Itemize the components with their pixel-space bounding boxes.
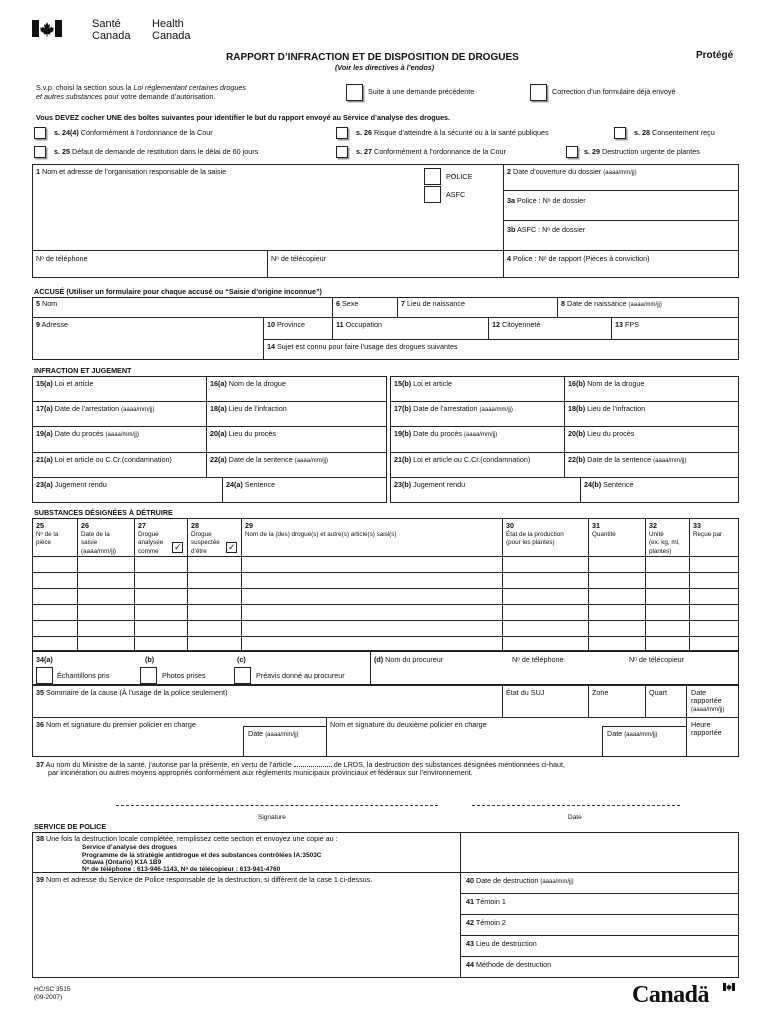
s29-label: s. 29 Destruction urgente de plantes [584,147,700,156]
header-canada-en: Canada [152,30,191,42]
field-7-label: 7 Lieu de naissance [401,299,465,308]
correction-label: Correction d’un formulaire déjà envoyé [552,87,676,96]
prosecutor-fax-label: Nᵒ de télécopieur [629,655,685,664]
field-21a-label: 21(a) Loi et article ou C.Cr.(condamnation) [36,455,172,464]
second-officer-label: Nom et signature du deuxième policier en charge [330,720,487,729]
zone-label: Zone [592,688,609,697]
field-24b-label: 24(b) Sentence [584,480,634,489]
date-label: Date [568,814,582,821]
fax-label: Nᵒ de télécopieur [271,254,327,263]
wordmark-flag-icon [723,983,735,991]
header-canada-fr: Canada [92,30,131,42]
s24-4-checkbox[interactable] [34,127,46,139]
signature-label: Signature [258,814,286,821]
photos-checkbox[interactable] [140,667,157,684]
field-41-label: 41 Témoin 1 [466,897,506,906]
article-input[interactable] [294,760,332,767]
heure-rapportee-label: Heure rapportée [691,720,722,737]
protected-label: Protégé [696,50,734,61]
field-13-label: 13 FPS [615,320,639,329]
date-second-officer-label: Date (aaaa/mm/jj) [607,729,658,738]
field-21b-label: 21(b) Loi et article ou C.Cr.(condamnation) [394,455,531,464]
photos-label: Photos prises [162,671,206,680]
col-30-header: 30 État de la production (pour les plantes) [506,521,564,547]
field-2-label: 2 Date d’ouverture du dossier (aaaa/mm/jj) [507,167,637,176]
field-23a-label: 23(a) Jugement rendu [36,480,107,489]
asfc-label: ASFC [446,190,466,199]
suite-label: Suite à une demande précédente [368,87,475,96]
header-sante: Santé [92,18,121,30]
field-37-line2: par incinération ou autres moyens appropriés conformément aux règlements municipaux provinciaux et fédéraux sur l’environnement. [48,768,473,777]
intro-line1: S.v.p. choisi la section sous la Loi réglementant certaines drogues [36,83,247,92]
col-27-checkbox[interactable]: ✓ [174,542,182,552]
field-23b-label: 23(b) Jugement rendu [394,480,466,489]
field-38-label: 38 Une fois la destruction locale complétée, remplissez cette section et envoyez une copie au : [36,834,338,843]
echantillons-label: Échantillons pris [57,671,110,680]
field-18a-label: 18(a) Lieu de l’infraction [210,404,287,413]
field-9-label: 9 Adresse [36,320,68,329]
intro-line2: et autres substances pour votre demande d’autorisation. [36,92,216,101]
col-28-checkbox[interactable]: ✓ [228,542,236,552]
field-17b-label: 17(b) Date de l’arrestation (aaaa/mm/jj) [394,404,513,413]
field-35-label: 35 Sommaire de la cause (À l’usage de la police seulement) [36,688,228,697]
s27-label: s. 27 Conformément à l’ordonnance de la Cour [356,147,506,156]
s25-checkbox[interactable] [34,146,46,158]
field-24a-label: 24(a) Sentence [226,480,276,489]
col-33-header: 33 Reçue par [693,521,723,538]
telephone-label: Nᵒ de téléphone [36,254,88,263]
echantillons-checkbox[interactable] [36,667,53,684]
field-22a-label: 22(a) Date de la sentence (aaaa/mm/jj) [210,455,329,464]
field-15a-label: 15(a) Loi et article [36,379,94,388]
field-34d-label: (d) Nom du procureur [374,655,444,664]
date-first-officer-label: Date (aaaa/mm/jj) [248,729,299,738]
field-34a-label: 34(a) [36,655,53,664]
field-16a-label: 16(a) Nom de la drogue [210,379,286,388]
field-44-label: 44 Méthode de destruction [466,960,552,969]
field-20b-label: 20(b) Lieu du procès [568,429,635,438]
address-line2: Programme de la stratégie antidrogue et des substances contrôlées IA:3503C [82,852,322,859]
accused-heading: ACCUSÉ (Utiliser un formulaire pour chaque accusé ou “Saisie d’origine inconnue”) [34,287,322,296]
preavis-label: Préavis donné au procureur [256,671,345,680]
page-title: RAPPORT D’INFRACTION ET DE DISPOSITION DE DROGUES [226,52,519,63]
col-28-header: 28 Drogue suspectée d’être [191,521,220,555]
field-37-line1: 37 Au nom du Ministre de la santé, j’autorise par la présente, en vertu de l’article de LRDS, la destruction des substances désignées mentionnées ci-haut, [36,760,566,769]
s25-label: s. 25 Défaut de demande de restitution dans le délai de 60 jours [54,147,259,156]
police-checkbox[interactable] [424,168,441,185]
field-16b-label: 16(b) Nom de la drogue [568,379,645,388]
field-19b-label: 19(b) Date du procès (aaaa/mm/jj) [394,429,498,438]
page-subtitle: (Voir les directives à l’endos) [335,63,435,72]
form-date: (09-2007) [34,994,63,1001]
date-rapportee-label: Date rapportée (aaaa/mm/jj) [691,688,725,713]
field-1-label: 1 Nom et adresse de l’organisation responsable de la saisie [36,167,227,176]
police-label: POLICE [446,172,473,181]
field-10-label: 10 Province [267,320,305,329]
preavis-checkbox[interactable] [234,667,251,684]
field-40-label: 40 Date de destruction (aaaa/mm/jj) [466,876,574,885]
col-29-header: 29 Nom de la (des) drogue(s) et autre(s) article(s) saisi(s) [245,521,397,538]
s26-checkbox[interactable] [336,127,348,139]
field-19a-label: 19(a) Date du procès (aaaa/mm/jj) [36,429,139,438]
field-22b-label: 22(b) Date de la sentence (aaaa/mm/jj) [568,455,687,464]
asfc-checkbox[interactable] [424,186,441,203]
field-42-label: 42 Témoin 2 [466,918,506,927]
col-25-header: 25 Nᵒ de la pièce [36,521,59,547]
col-31-header: 31 Quantité [592,521,616,538]
signature-line[interactable] [116,805,438,806]
infraction-heading: INFRACTION ET JUGEMENT [34,366,132,375]
field-5-label: 5 Nom [36,299,58,308]
address-line4: Nᵒ de téléphone : 613-946-1143, Nᵒ de télécopieur : 613-941-4760 [82,866,281,873]
s27-checkbox[interactable] [336,146,348,158]
address-line3: Ottawa (Ontario) K1A 1B9 [82,859,162,866]
field-12-label: 12 Citoyenneté [492,320,541,329]
field-3b-label: 3b ASFC : Nᵒ de dossier [507,225,586,234]
col-26-header: 26 Date de la saisie (aaaa/mm/jj) [81,521,116,555]
field-34b-label: (b) [145,655,155,664]
correction-checkbox[interactable] [530,84,547,101]
police-service-heading: SERVICE DE POLICE [34,822,107,831]
field-6-label: 6 Sexe [336,299,359,308]
field-17a-label: 17(a) Date de l’arrestation (aaaa/mm/jj) [36,404,155,413]
canada-wordmark: Canadä [632,982,710,1008]
field-43-label: 43 Lieu de destruction [466,939,537,948]
field-36-label: 36 Nom et signature du premier policier en charge [36,720,196,729]
field-14-label: 14 Sujet est connu pour faire l’usage des drogues suivantes [267,342,458,351]
field-11-label: 11 Occupation [336,320,382,329]
field-18b-label: 18(b) Lieu de l’infraction [568,404,646,413]
etat-suj-label: État du SUJ [506,688,545,697]
field-34c-label: (c) [237,655,246,664]
field-15b-label: 15(b) Loi et article [394,379,452,388]
s26-label: s. 26 Risque d’atteindre à la sécurité ou à la santé publiques [356,128,549,137]
field-3a-label: 3a Police : Nᵒ de dossier [507,196,586,205]
purpose-heading: Vous DEVEZ cocher UNE des boîtes suivantes pour identifier le but du rapport envoyé au Service d’analyse des drogues. [36,113,451,122]
col-27-header: 27 Drogue analysée comme [138,521,164,555]
s28-label: s. 28 Consentement reçu [634,128,715,137]
date-line[interactable] [472,805,680,806]
header-health: Health [152,18,184,30]
col-32-header: 32 Unité (ex. kg, ml, plantes) [649,521,680,555]
field-20a-label: 20(a) Lieu du procès [210,429,276,438]
form-code: HC/SC 3515 [34,986,71,993]
s28-checkbox[interactable] [614,127,626,139]
suite-checkbox[interactable] [346,84,363,101]
quart-label: Quart [649,688,667,697]
field-4-label: 4 Police : Nᵒ de rapport (Pièces à conviction) [507,254,650,263]
s24-4-label: s. 24(4) Conformément à l’ordonnance de la Cour [54,128,213,137]
canada-flag-icon [32,20,62,37]
field-39-label: 39 Nom et adresse du Service de Police responsable de la destruction, si différent de la case 1 ci-dessus. [36,875,373,884]
field-8-label: 8 Date de naissance (aaaa/mm/jj) [561,299,662,308]
s29-checkbox[interactable] [566,146,578,158]
substances-heading: SUBSTANCES DÉSIGNÉES À DÉTRUIRE [34,508,173,517]
prosecutor-phone-label: Nᵒ de téléphone [512,655,564,664]
address-line1: Service d’analyse des drogues [82,844,178,851]
